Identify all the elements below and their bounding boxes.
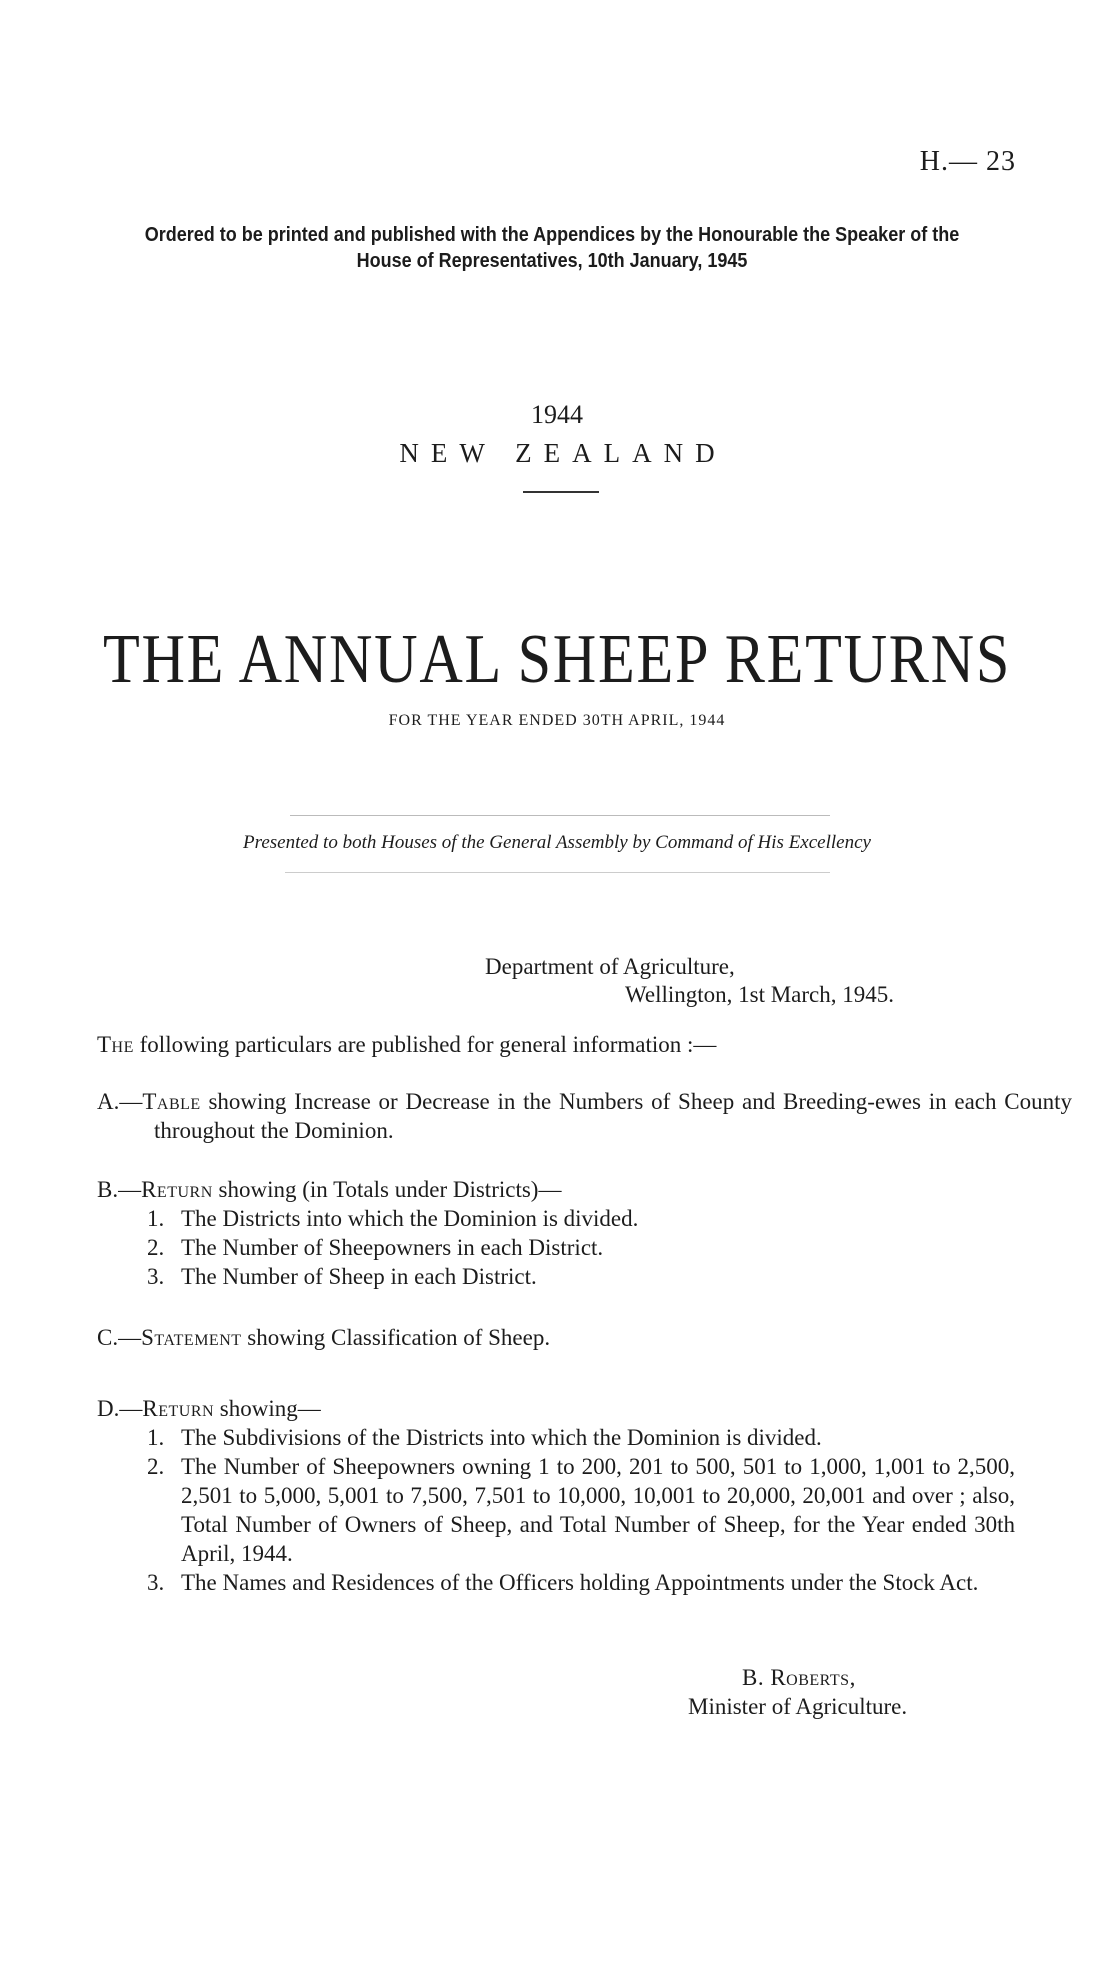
section-d-text: showing—: [214, 1396, 321, 1421]
list-item-text: The Subdivisions of the Districts into which the Dominion is divided.: [181, 1425, 822, 1450]
list-item-number: 1.: [147, 1425, 165, 1450]
ordered-line-1: Ordered to be printed and published with the Appendices by the Honourable the Speaker of the: [144, 224, 960, 246]
section-a-text: showing Increase or Decrease in the Numbers of Sheep and Breeding-ewes in each County throughout the Dominion.: [154, 1089, 1072, 1143]
list-item-number: 1.: [147, 1206, 165, 1231]
list-item-text: The Number of Sheep in each District.: [181, 1264, 537, 1289]
year: 1944: [531, 400, 583, 429]
divider-top: [290, 815, 830, 816]
document-reference: H.— 23: [919, 146, 1016, 177]
department-line-2: Wellington, 1st March, 1945.: [625, 982, 895, 1007]
ordered-line-2: House of Representatives, 10th January, 1945: [356, 250, 748, 272]
list-item-text: The Number of Sheepowners in each District.: [181, 1235, 604, 1260]
department-line-1: Department of Agriculture,: [485, 954, 735, 979]
list-item: [147, 1262, 1015, 1291]
section-c-head: Statement: [141, 1325, 242, 1350]
divider-bottom: [285, 872, 830, 873]
signature-title: Minister of Agriculture.: [688, 1694, 908, 1719]
country: NEW ZEALAND: [399, 438, 727, 468]
list-item: [147, 1568, 1015, 1597]
intro-paragraph: [97, 1032, 716, 1058]
list-item-text: The Districts into which the Dominion is divided.: [181, 1206, 639, 1231]
divider: [523, 491, 599, 493]
list-item-text: The Number of Sheepowners owning 1 to 200, 201 to 500, 501 to 1,000, 1,001 to 2,500, 2,501 to 5,000, 5,001 to 7,500, 7,501 to 10,000, 10,001 to 20,000, 20,001 and over ; also, Total Number of Owners of Sheep, and Total Number of Sheep, for the Year ended 30th April, 1944.: [181, 1454, 1015, 1566]
list-item-number: 3.: [147, 1264, 165, 1289]
list-item-text: The Names and Residences of the Officers holding Appointments under the Stock Act.: [181, 1570, 979, 1595]
section-d-heading: [97, 1394, 1015, 1423]
list-item: [147, 1204, 1015, 1233]
page-subtitle: FOR THE YEAR ENDED 30TH APRIL, 1944: [388, 712, 726, 729]
list-item: [147, 1233, 1015, 1262]
signature-name: B. Roberts,: [742, 1665, 856, 1690]
section-b-head: Return: [141, 1177, 213, 1202]
list-item-number: 3.: [147, 1570, 165, 1595]
section-b-text: showing (in Totals under Districts)—: [212, 1177, 562, 1202]
section-d-head: Return: [142, 1396, 215, 1421]
page-title: THE ANNUAL SHEEP RETURNS: [102, 621, 1012, 698]
section-d: [97, 1394, 1015, 1597]
presented-line: Presented to both Houses of the General Assembly by Command of His Excellency: [243, 832, 871, 853]
list-item: [147, 1423, 1015, 1452]
list-item: [147, 1452, 1015, 1568]
section-a: [97, 1087, 1072, 1145]
section-d-prefix: D.—: [97, 1396, 143, 1421]
section-a-head: Table: [142, 1089, 201, 1114]
section-b-prefix: B.—: [97, 1177, 142, 1202]
section-c: [97, 1323, 1015, 1352]
section-b-heading: [97, 1175, 1015, 1204]
section-c-text: showing Classification of Sheep.: [241, 1325, 551, 1350]
intro-lead: The: [97, 1032, 134, 1057]
list-item-number: 2.: [147, 1235, 165, 1260]
ordered-notice: [127, 222, 977, 274]
intro-text: following particulars are published for general information :—: [133, 1032, 717, 1057]
list-item-number: 2.: [147, 1454, 165, 1479]
section-b: [97, 1175, 1015, 1291]
section-a-prefix: A.—: [97, 1089, 143, 1114]
section-c-prefix: C.—: [97, 1325, 142, 1350]
